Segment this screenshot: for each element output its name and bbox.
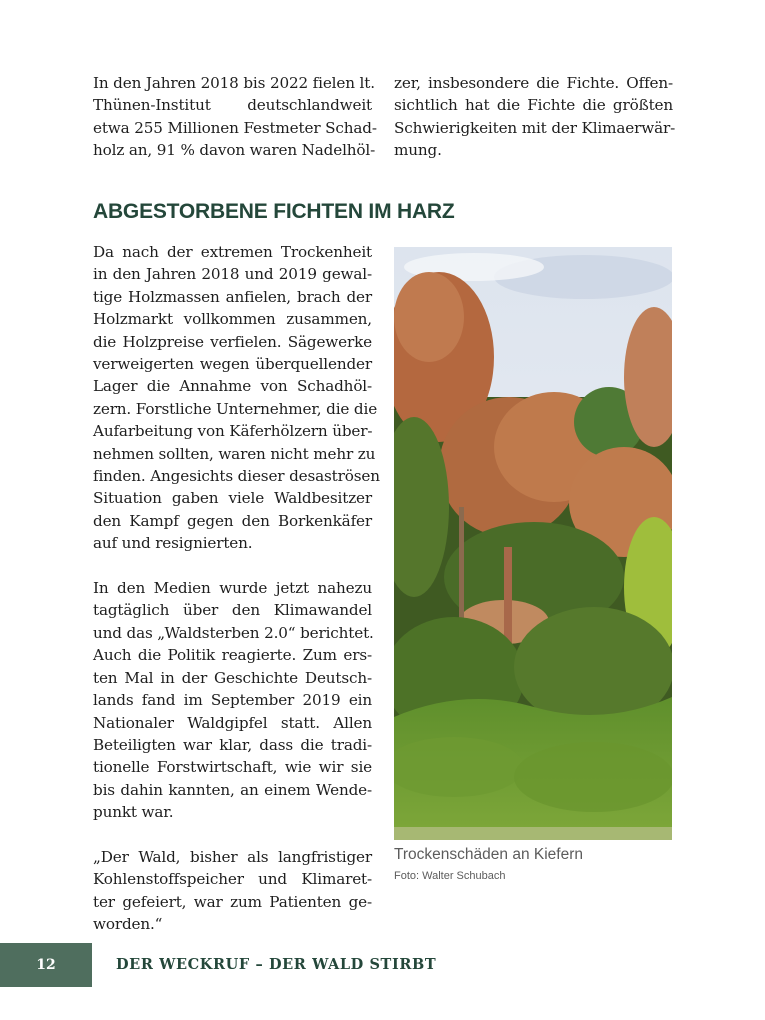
running-title: DER WECKRUF – DER WALD STIRBT bbox=[116, 956, 437, 973]
paragraph bbox=[93, 577, 372, 823]
intro-text-right bbox=[394, 72, 676, 162]
text-line: „Der Wald, bisher als langfristiger bbox=[93, 847, 372, 866]
text-line: sichtlich hat die Fichte die größten bbox=[394, 96, 673, 115]
text-line: Aufarbeitung von Käferhölzern über- bbox=[93, 422, 373, 441]
text-line: zern. Forstliche Unternehmer, die die bbox=[93, 399, 378, 418]
section-heading: ABGESTORBENE FICHTEN IM HARZ bbox=[93, 200, 455, 223]
page-number-box bbox=[0, 943, 92, 987]
text-line: auf und resignierten. bbox=[93, 534, 253, 553]
text-line: In den Medien wurde jetzt nahezu bbox=[93, 579, 372, 598]
text-line: Lager die Annahme von Schadhöl- bbox=[93, 377, 372, 396]
page-number: 12 bbox=[36, 957, 56, 973]
text-line: punkt war. bbox=[93, 803, 174, 822]
text-line: tionelle Forstwirtschaft, wie wir sie bbox=[93, 758, 372, 777]
intro-text-left bbox=[93, 72, 377, 162]
text-line: verweigerten wegen überquellender bbox=[93, 355, 372, 374]
text-line: etwa 255 Millionen Festmeter Schad- bbox=[93, 118, 377, 137]
quote-paragraph bbox=[93, 846, 372, 936]
text-line: holz an, 91 % davon waren Nadelhöl- bbox=[93, 141, 376, 160]
text-line: den Kampf gegen den Borkenkäfer bbox=[93, 511, 372, 530]
text-line: ten Mal in der Geschichte Deutsch- bbox=[93, 668, 372, 687]
photo-caption: Trockenschäden an Kiefern bbox=[394, 846, 583, 863]
text-line: finden. Angesichts dieser desaströsen bbox=[93, 467, 380, 486]
text-line: zer, insbesondere die Fichte. Offen- bbox=[394, 74, 673, 92]
text-line: in den Jahren 2018 und 2019 gewal- bbox=[93, 265, 372, 284]
text-line: Holzmarkt vollkommen zusammen, bbox=[93, 310, 372, 329]
text-line: worden.“ bbox=[93, 915, 163, 934]
photo-credit: Foto: Walter Schubach bbox=[394, 870, 506, 882]
text-line: Nationaler Waldgipfel statt. Allen bbox=[93, 713, 372, 732]
text-line: Da nach der extremen Trockenheit bbox=[93, 243, 372, 261]
text-line: nehmen sollten, waren nicht mehr zu bbox=[93, 444, 376, 463]
text-line: ter gefeiert, war zum Patienten ge- bbox=[93, 892, 372, 911]
text-line: die Holzpreise verfielen. Sägewerke bbox=[93, 332, 372, 351]
text-line: tagtäglich über den Klimawandel bbox=[93, 601, 372, 620]
section-body bbox=[93, 241, 380, 936]
text-line: und das „Waldsterben 2.0“ berichtet. bbox=[93, 623, 374, 642]
paragraph bbox=[93, 241, 380, 555]
text-line: Thünen-Institut deutschlandweit bbox=[93, 96, 372, 115]
text-line: Auch die Politik reagierte. Zum ers- bbox=[93, 646, 372, 665]
text-line: Schwierigkeiten mit der Klimaerwär- bbox=[394, 118, 676, 137]
text-line: bis dahin kannten, an einem Wende- bbox=[93, 780, 372, 799]
text-line: Situation gaben viele Waldbesitzer bbox=[93, 489, 372, 508]
text-line: Kohlenstoffspeicher und Klimaret- bbox=[93, 870, 372, 889]
text-line: mung. bbox=[394, 141, 442, 160]
text-line: In den Jahren 2018 bis 2022 fielen lt. bbox=[93, 74, 375, 92]
text-line: tige Holzmassen anfielen, brach der bbox=[93, 287, 372, 306]
text-line: lands fand im September 2019 ein bbox=[93, 691, 372, 710]
text-line: Beteiligten war klar, dass die tradi- bbox=[93, 735, 372, 754]
forest-photo bbox=[394, 247, 672, 840]
